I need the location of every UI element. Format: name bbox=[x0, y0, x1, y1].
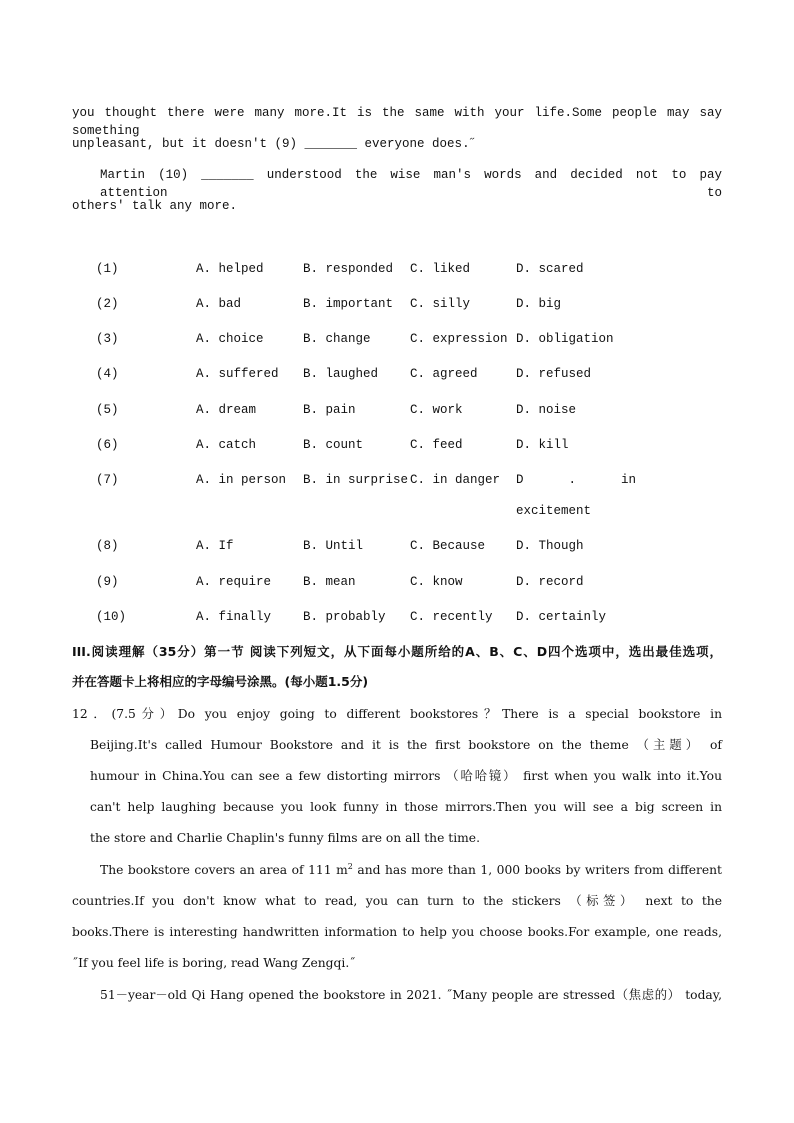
option-d: D. Though bbox=[516, 539, 584, 553]
question-line: the store and Charlie Chaplin's funny films are on all the time. bbox=[90, 831, 480, 845]
option-d: D. noise bbox=[516, 403, 577, 417]
option-d: D. obligation bbox=[516, 332, 614, 346]
option-b: B. change bbox=[303, 332, 371, 346]
option-a: A. finally bbox=[196, 610, 272, 624]
option-number: (9) bbox=[96, 575, 119, 589]
option-a: A. in person bbox=[196, 473, 287, 487]
option-number: (7) bbox=[96, 473, 119, 487]
passage-line: Martin (10) _______ understood the wise man's words and decided not to pay attention to bbox=[100, 168, 722, 200]
question-line: Beijing.It's called Humour Bookstore and it is the first bookstore on the theme （主题） of bbox=[90, 738, 722, 752]
option-number: (3) bbox=[96, 332, 119, 346]
option-b: B. mean bbox=[303, 575, 356, 589]
option-c: C. know bbox=[410, 575, 463, 589]
option-c: C. feed bbox=[410, 438, 463, 452]
option-row bbox=[0, 575, 794, 595]
option-b: B. pain bbox=[303, 403, 356, 417]
option-b: B. important bbox=[303, 297, 394, 311]
option-d: D. big bbox=[516, 297, 562, 311]
option-number: (2) bbox=[96, 297, 119, 311]
question-line: countries.If you don't know what to read, you can turn to the stickers （标签） next to the bbox=[72, 894, 722, 908]
option-d: D. scared bbox=[516, 262, 584, 276]
option-a: A. dream bbox=[196, 403, 257, 417]
option-row bbox=[0, 262, 794, 282]
option-c: C. liked bbox=[410, 262, 471, 276]
option-a: A. catch bbox=[196, 438, 257, 452]
option-row bbox=[0, 610, 794, 630]
option-a: A. suffered bbox=[196, 367, 279, 381]
option-d-continued: excitement bbox=[516, 504, 592, 518]
option-d: D. kill bbox=[516, 438, 569, 452]
option-b: B. responded bbox=[303, 262, 394, 276]
passage-line: you thought there were many more.It is the same with your life.Some people may say something bbox=[72, 106, 722, 138]
option-row bbox=[0, 539, 794, 559]
passage-line: unpleasant, but it doesn't (9) _______ everyone does.˝ bbox=[72, 137, 478, 151]
option-row bbox=[0, 367, 794, 387]
option-number: (1) bbox=[96, 262, 119, 276]
option-d: D . in bbox=[516, 473, 637, 487]
question-line: can't help laughing because you look funny in those mirrors.Then you will see a big screen in bbox=[90, 800, 722, 814]
option-a: A. require bbox=[196, 575, 272, 589]
option-row bbox=[0, 332, 794, 352]
option-c: C. silly bbox=[410, 297, 471, 311]
option-row-continuation bbox=[0, 504, 794, 524]
option-c: C. in danger bbox=[410, 473, 501, 487]
option-b: B. laughed bbox=[303, 367, 379, 381]
option-row bbox=[0, 297, 794, 317]
option-d: D. record bbox=[516, 575, 584, 589]
section-heading: 并在答题卡上将相应的字母编号涂黑。(每小题1.5分) bbox=[72, 674, 369, 689]
option-b: B. Until bbox=[303, 539, 364, 553]
option-c: C. agreed bbox=[410, 367, 478, 381]
option-a: A. If bbox=[196, 539, 234, 553]
option-c: C. expression bbox=[410, 332, 508, 346]
option-d: D. refused bbox=[516, 367, 592, 381]
option-a: A. choice bbox=[196, 332, 264, 346]
question-line: books.There is interesting handwritten information to help you choose books.For example, one reads, bbox=[72, 925, 722, 939]
option-a: A. helped bbox=[196, 262, 264, 276]
option-b: B. probably bbox=[303, 610, 386, 624]
section-heading: III.阅读理解（35分）第一节 阅读下列短文，从下面每小题所给的A、B、C、D四个选项中，选出最佳选项， bbox=[72, 644, 722, 659]
option-number: (10) bbox=[96, 610, 127, 624]
option-c: C. work bbox=[410, 403, 463, 417]
passage-line: others' talk any more. bbox=[72, 199, 238, 213]
option-b: B. in surprise bbox=[303, 473, 409, 487]
option-c: C. Because bbox=[410, 539, 486, 553]
option-a: A. bad bbox=[196, 297, 242, 311]
question-line: The bookstore covers an area of 111 $m^2$ and has more than 1, 000 books by writers from different bbox=[100, 861, 722, 877]
question-line: 51－year－old Qi Hang opened the bookstore in 2021. ˝Many people are stressed（焦虑的） today, bbox=[100, 988, 722, 1002]
option-b: B. count bbox=[303, 438, 364, 452]
option-number: (8) bbox=[96, 539, 119, 553]
option-row bbox=[0, 473, 794, 493]
option-c: C. recently bbox=[410, 610, 493, 624]
option-number: (4) bbox=[96, 367, 119, 381]
question-line: 12．(7.5分）Do you enjoy going to different bookstores？There is a special bookstore in bbox=[72, 707, 722, 721]
option-row bbox=[0, 403, 794, 423]
question-line: ˝If you feel life is boring, read Wang Zengqi.˝ bbox=[72, 956, 356, 970]
option-number: (6) bbox=[96, 438, 119, 452]
option-row bbox=[0, 438, 794, 458]
option-d: D. certainly bbox=[516, 610, 607, 624]
option-number: (5) bbox=[96, 403, 119, 417]
question-line: humour in China.You can see a few distorting mirrors （哈哈镜） first when you walk into it.You bbox=[90, 769, 722, 783]
